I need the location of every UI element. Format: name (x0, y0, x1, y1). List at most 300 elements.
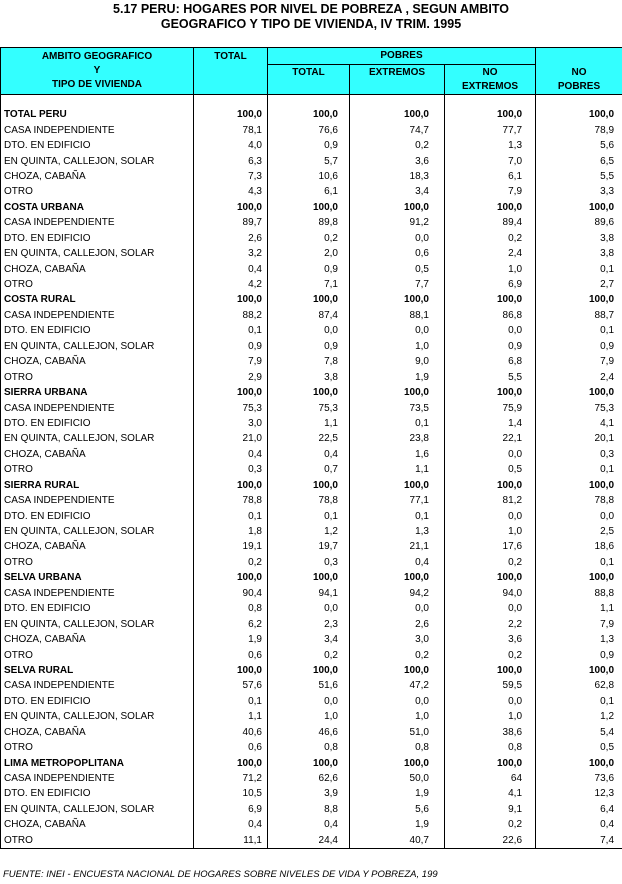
cell-total: 71,2 (194, 771, 268, 786)
table-row (1, 261, 622, 276)
header-no-pobres (536, 48, 622, 95)
cell-no-extremos: 0,5 (445, 462, 536, 477)
table-row (1, 169, 622, 184)
cell-no-pobres: 0,5 (536, 740, 622, 755)
cell-no-extremos: 7,0 (445, 153, 536, 168)
cell-extremos: 100,0 (350, 663, 445, 678)
cell-total: 2,6 (194, 231, 268, 246)
cell-no-extremos: 100,0 (445, 385, 536, 400)
cell-extremos: 74,7 (350, 122, 445, 137)
cell-no-pobres: 100,0 (536, 385, 622, 400)
cell-pobres-total: 62,6 (268, 771, 350, 786)
cell-total: 0,4 (194, 447, 268, 462)
cell-pobres-total: 5,7 (268, 153, 350, 168)
cell-no-extremos: 0,0 (445, 694, 536, 709)
table-title-line-1: 5.17 PERU: HOGARES POR NIVEL DE POBREZA , SEGUN AMBITO (113, 2, 509, 16)
row-label: CHOZA, CABAÑA (1, 725, 194, 740)
row-label: DTO. EN EDIFICIO (1, 416, 194, 431)
cell-total: 6,2 (194, 616, 268, 631)
cell-no-extremos: 0,9 (445, 339, 536, 354)
cell-no-pobres: 100,0 (536, 478, 622, 493)
table-row (1, 122, 622, 137)
row-label: OTRO (1, 555, 194, 570)
row-label: CASA INDEPENDIENTE (1, 493, 194, 508)
poverty-housing-table (0, 47, 622, 849)
cell-pobres-total: 100,0 (268, 570, 350, 585)
cell-no-pobres: 88,7 (536, 308, 622, 323)
cell-extremos: 9,0 (350, 354, 445, 369)
cell-no-extremos: 100,0 (445, 292, 536, 307)
cell-no-extremos: 0,2 (445, 231, 536, 246)
cell-pobres-total: 7,8 (268, 354, 350, 369)
cell-extremos: 0,1 (350, 416, 445, 431)
cell-extremos: 18,3 (350, 169, 445, 184)
cell-extremos: 100,0 (350, 200, 445, 215)
row-label: CHOZA, CABAÑA (1, 169, 194, 184)
table-row (1, 369, 622, 384)
cell-pobres-total: 0,1 (268, 508, 350, 523)
row-label: CASA INDEPENDIENTE (1, 678, 194, 693)
table-row (1, 616, 622, 631)
table-row (1, 323, 622, 338)
row-label: CASA INDEPENDIENTE (1, 586, 194, 601)
cell-extremos: 0,1 (350, 508, 445, 523)
cell-no-extremos: 100,0 (445, 478, 536, 493)
row-label: EN QUINTA, CALLEJON, SOLAR (1, 339, 194, 354)
row-label: EN QUINTA, CALLEJON, SOLAR (1, 616, 194, 631)
row-label: OTRO (1, 833, 194, 849)
table-row-section (1, 478, 622, 493)
cell-extremos: 1,9 (350, 817, 445, 832)
cell-pobres-total: 94,1 (268, 586, 350, 601)
cell-total: 1,1 (194, 709, 268, 724)
cell-no-extremos: 100,0 (445, 570, 536, 585)
cell-no-pobres: 100,0 (536, 200, 622, 215)
table-row-section (1, 292, 622, 307)
cell-pobres-total: 0,9 (268, 339, 350, 354)
cell-pobres-total: 6,1 (268, 184, 350, 199)
cell-no-pobres: 0,1 (536, 555, 622, 570)
cell-total: 0,9 (194, 339, 268, 354)
cell-pobres-total: 0,4 (268, 447, 350, 462)
row-label: COSTA RURAL (1, 292, 194, 307)
table-header (1, 48, 622, 95)
cell-total: 100,0 (194, 478, 268, 493)
row-label: DTO. EN EDIFICIO (1, 138, 194, 153)
cell-no-extremos: 38,6 (445, 725, 536, 740)
table-row (1, 246, 622, 261)
cell-total: 6,9 (194, 802, 268, 817)
cell-total: 1,9 (194, 632, 268, 647)
table-row (1, 431, 622, 446)
cell-pobres-total: 100,0 (268, 200, 350, 215)
cell-total: 88,2 (194, 308, 268, 323)
cell-total: 89,7 (194, 215, 268, 230)
table-row-section (1, 663, 622, 678)
cell-total: 0,6 (194, 647, 268, 662)
cell-no-pobres: 6,4 (536, 802, 622, 817)
cell-no-pobres: 73,6 (536, 771, 622, 786)
cell-total: 78,1 (194, 122, 268, 137)
row-label: LIMA METROPOPLITANA (1, 755, 194, 770)
cell-no-extremos: 1,0 (445, 261, 536, 276)
cell-extremos: 0,0 (350, 323, 445, 338)
header-ambito-line-1: AMBITO GEOGRAFICO (41, 51, 153, 62)
cell-extremos: 100,0 (350, 385, 445, 400)
cell-no-pobres: 1,2 (536, 709, 622, 724)
cell-pobres-total: 87,4 (268, 308, 350, 323)
header-no-extremos-line-2: EXTREMOS (461, 81, 519, 92)
table-row (1, 833, 622, 849)
cell-no-extremos: 1,3 (445, 138, 536, 153)
cell-pobres-total: 24,4 (268, 833, 350, 849)
cell-total: 11,1 (194, 833, 268, 849)
cell-no-pobres: 0,4 (536, 817, 622, 832)
cell-total: 78,8 (194, 493, 268, 508)
cell-no-extremos: 100,0 (445, 200, 536, 215)
cell-total: 100,0 (194, 292, 268, 307)
cell-pobres-total: 100,0 (268, 107, 350, 122)
cell-pobres-total: 0,8 (268, 740, 350, 755)
cell-extremos: 91,2 (350, 215, 445, 230)
cell-pobres-total: 0,4 (268, 817, 350, 832)
cell-total: 100,0 (194, 385, 268, 400)
cell-pobres-total: 1,1 (268, 416, 350, 431)
cell-extremos: 3,4 (350, 184, 445, 199)
table-row (1, 138, 622, 153)
cell-no-extremos: 0,2 (445, 817, 536, 832)
cell-total: 0,1 (194, 508, 268, 523)
cell-total: 19,1 (194, 539, 268, 554)
spacer-row (1, 95, 622, 108)
cell-total: 4,3 (194, 184, 268, 199)
table-row (1, 802, 622, 817)
cell-no-pobres: 6,5 (536, 153, 622, 168)
cell-no-pobres: 7,9 (536, 616, 622, 631)
header-no-pobres-line-1: NO (571, 67, 587, 78)
cell-extremos: 100,0 (350, 107, 445, 122)
cell-extremos: 1,6 (350, 447, 445, 462)
cell-extremos: 100,0 (350, 570, 445, 585)
row-label: EN QUINTA, CALLEJON, SOLAR (1, 153, 194, 168)
cell-extremos: 1,0 (350, 709, 445, 724)
cell-pobres-total: 78,8 (268, 493, 350, 508)
table-row (1, 416, 622, 431)
cell-no-extremos: 0,0 (445, 508, 536, 523)
cell-pobres-total: 100,0 (268, 478, 350, 493)
cell-total: 7,3 (194, 169, 268, 184)
table-row (1, 524, 622, 539)
header-total: TOTAL (194, 48, 268, 95)
table-row (1, 740, 622, 755)
cell-no-pobres: 100,0 (536, 755, 622, 770)
cell-no-pobres: 2,4 (536, 369, 622, 384)
row-label: OTRO (1, 277, 194, 292)
cell-total: 0,4 (194, 817, 268, 832)
row-label: OTRO (1, 647, 194, 662)
row-label: CHOZA, CABAÑA (1, 261, 194, 276)
row-label: CASA INDEPENDIENTE (1, 400, 194, 415)
cell-no-pobres: 18,6 (536, 539, 622, 554)
cell-extremos: 100,0 (350, 478, 445, 493)
cell-no-pobres: 78,9 (536, 122, 622, 137)
header-ambito-line-3: TIPO DE VIVIENDA (51, 79, 142, 90)
cell-extremos: 5,6 (350, 802, 445, 817)
table-row (1, 462, 622, 477)
cell-no-pobres: 1,3 (536, 632, 622, 647)
cell-no-extremos: 1,0 (445, 709, 536, 724)
cell-no-pobres: 89,6 (536, 215, 622, 230)
cell-total: 90,4 (194, 586, 268, 601)
cell-total: 0,3 (194, 462, 268, 477)
cell-pobres-total: 0,3 (268, 555, 350, 570)
cell-extremos: 88,1 (350, 308, 445, 323)
cell-total: 75,3 (194, 400, 268, 415)
table-row (1, 508, 622, 523)
row-label: OTRO (1, 462, 194, 477)
cell-extremos: 0,5 (350, 261, 445, 276)
table-row (1, 184, 622, 199)
row-label: CASA INDEPENDIENTE (1, 771, 194, 786)
cell-total: 10,5 (194, 786, 268, 801)
row-label: EN QUINTA, CALLEJON, SOLAR (1, 802, 194, 817)
cell-no-pobres: 2,5 (536, 524, 622, 539)
cell-extremos: 3,0 (350, 632, 445, 647)
cell-total: 100,0 (194, 755, 268, 770)
cell-no-pobres: 2,7 (536, 277, 622, 292)
header-no-extremos (445, 65, 536, 95)
cell-extremos: 1,3 (350, 524, 445, 539)
cell-no-extremos: 100,0 (445, 663, 536, 678)
row-label: DTO. EN EDIFICIO (1, 601, 194, 616)
cell-no-pobres: 0,3 (536, 447, 622, 462)
cell-no-extremos: 4,1 (445, 786, 536, 801)
cell-total: 21,0 (194, 431, 268, 446)
cell-extremos: 0,2 (350, 138, 445, 153)
cell-total: 40,6 (194, 725, 268, 740)
cell-no-extremos: 0,0 (445, 447, 536, 462)
cell-no-extremos: 100,0 (445, 755, 536, 770)
cell-extremos: 94,2 (350, 586, 445, 601)
table-row (1, 709, 622, 724)
cell-pobres-total: 8,8 (268, 802, 350, 817)
cell-extremos: 77,1 (350, 493, 445, 508)
table-row-section (1, 385, 622, 400)
cell-no-extremos: 77,7 (445, 122, 536, 137)
cell-extremos: 21,1 (350, 539, 445, 554)
cell-pobres-total: 51,6 (268, 678, 350, 693)
cell-no-pobres: 100,0 (536, 663, 622, 678)
cell-pobres-total: 22,5 (268, 431, 350, 446)
cell-total: 7,9 (194, 354, 268, 369)
cell-no-extremos: 89,4 (445, 215, 536, 230)
cell-total: 6,3 (194, 153, 268, 168)
cell-extremos: 7,7 (350, 277, 445, 292)
cell-no-extremos: 59,5 (445, 678, 536, 693)
row-label: DTO. EN EDIFICIO (1, 231, 194, 246)
cell-no-extremos: 0,8 (445, 740, 536, 755)
header-no-extremos-line-1: NO (482, 67, 498, 78)
table-row (1, 678, 622, 693)
table-row (1, 215, 622, 230)
cell-pobres-total: 100,0 (268, 755, 350, 770)
cell-pobres-total: 19,7 (268, 539, 350, 554)
cell-extremos: 0,0 (350, 231, 445, 246)
cell-extremos: 0,0 (350, 694, 445, 709)
table-title-line-2: GEOGRAFICO Y TIPO DE VIVIENDA, IV TRIM. 1995 (160, 17, 462, 31)
cell-extremos: 0,4 (350, 555, 445, 570)
cell-no-extremos: 2,4 (445, 246, 536, 261)
cell-pobres-total: 75,3 (268, 400, 350, 415)
cell-total: 100,0 (194, 570, 268, 585)
row-label: CHOZA, CABAÑA (1, 447, 194, 462)
cell-no-pobres: 0,1 (536, 462, 622, 477)
cell-total: 100,0 (194, 107, 268, 122)
cell-no-pobres: 12,3 (536, 786, 622, 801)
cell-pobres-total: 0,2 (268, 647, 350, 662)
row-label: CHOZA, CABAÑA (1, 632, 194, 647)
cell-extremos: 1,9 (350, 786, 445, 801)
cell-no-pobres: 100,0 (536, 292, 622, 307)
cell-total: 0,6 (194, 740, 268, 755)
cell-extremos: 0,6 (350, 246, 445, 261)
cell-no-extremos: 1,4 (445, 416, 536, 431)
row-label: DTO. EN EDIFICIO (1, 786, 194, 801)
table-row (1, 277, 622, 292)
cell-total: 3,2 (194, 246, 268, 261)
cell-no-pobres: 0,0 (536, 508, 622, 523)
cell-extremos: 100,0 (350, 755, 445, 770)
row-label: CHOZA, CABAÑA (1, 539, 194, 554)
cell-pobres-total: 0,0 (268, 601, 350, 616)
table-row (1, 493, 622, 508)
cell-no-pobres: 5,6 (536, 138, 622, 153)
cell-pobres-total: 3,8 (268, 369, 350, 384)
row-label: EN QUINTA, CALLEJON, SOLAR (1, 524, 194, 539)
row-label: CASA INDEPENDIENTE (1, 122, 194, 137)
cell-pobres-total: 0,7 (268, 462, 350, 477)
row-label: EN QUINTA, CALLEJON, SOLAR (1, 246, 194, 261)
table-row (1, 725, 622, 740)
row-label: SIERRA URBANA (1, 385, 194, 400)
cell-no-pobres: 3,3 (536, 184, 622, 199)
header-ambito-line-2: Y (93, 65, 101, 76)
table-row (1, 153, 622, 168)
table-body (1, 95, 622, 849)
row-label: EN QUINTA, CALLEJON, SOLAR (1, 709, 194, 724)
cell-no-pobres: 62,8 (536, 678, 622, 693)
row-label: OTRO (1, 369, 194, 384)
cell-no-pobres: 0,9 (536, 339, 622, 354)
cell-total: 0,2 (194, 555, 268, 570)
cell-pobres-total: 2,3 (268, 616, 350, 631)
table-row (1, 694, 622, 709)
table-row (1, 771, 622, 786)
cell-no-pobres: 4,1 (536, 416, 622, 431)
cell-no-extremos: 5,5 (445, 369, 536, 384)
table-row-section (1, 107, 622, 122)
cell-pobres-total: 0,9 (268, 261, 350, 276)
cell-no-extremos: 9,1 (445, 802, 536, 817)
cell-no-extremos: 22,6 (445, 833, 536, 849)
cell-no-pobres: 0,1 (536, 261, 622, 276)
cell-no-extremos: 0,0 (445, 601, 536, 616)
cell-no-pobres: 7,9 (536, 354, 622, 369)
source-footnote: FUENTE: INEI - ENCUESTA NACIONAL DE HOGARES SOBRE NIVELES DE VIDA Y POBREZA, 199 (3, 869, 438, 880)
cell-no-pobres: 5,5 (536, 169, 622, 184)
cell-no-extremos: 94,0 (445, 586, 536, 601)
table-row (1, 308, 622, 323)
cell-extremos: 0,2 (350, 647, 445, 662)
cell-no-pobres: 100,0 (536, 107, 622, 122)
row-label: DTO. EN EDIFICIO (1, 694, 194, 709)
cell-no-extremos: 86,8 (445, 308, 536, 323)
cell-total: 100,0 (194, 200, 268, 215)
row-label: CHOZA, CABAÑA (1, 817, 194, 832)
row-label: CASA INDEPENDIENTE (1, 308, 194, 323)
cell-pobres-total: 0,0 (268, 323, 350, 338)
cell-extremos: 47,2 (350, 678, 445, 693)
cell-extremos: 51,0 (350, 725, 445, 740)
table-row (1, 586, 622, 601)
row-label: SELVA RURAL (1, 663, 194, 678)
table-row (1, 400, 622, 415)
cell-pobres-total: 100,0 (268, 663, 350, 678)
cell-no-pobres: 0,1 (536, 694, 622, 709)
row-label: OTRO (1, 740, 194, 755)
cell-no-extremos: 6,8 (445, 354, 536, 369)
cell-no-pobres: 0,9 (536, 647, 622, 662)
cell-extremos: 3,6 (350, 153, 445, 168)
cell-extremos: 40,7 (350, 833, 445, 849)
cell-no-extremos: 7,9 (445, 184, 536, 199)
cell-extremos: 2,6 (350, 616, 445, 631)
cell-extremos: 1,0 (350, 339, 445, 354)
cell-pobres-total: 76,6 (268, 122, 350, 137)
cell-pobres-total: 3,4 (268, 632, 350, 647)
row-label: SIERRA RURAL (1, 478, 194, 493)
table-row (1, 539, 622, 554)
table-row (1, 817, 622, 832)
cell-pobres-total: 0,9 (268, 138, 350, 153)
cell-pobres-total: 3,9 (268, 786, 350, 801)
cell-total: 4,0 (194, 138, 268, 153)
cell-extremos: 1,9 (350, 369, 445, 384)
cell-pobres-total: 0,2 (268, 231, 350, 246)
cell-pobres-total: 1,2 (268, 524, 350, 539)
row-label: COSTA URBANA (1, 200, 194, 215)
row-label: OTRO (1, 184, 194, 199)
cell-extremos: 73,5 (350, 400, 445, 415)
cell-total: 0,1 (194, 323, 268, 338)
header-pobres: POBRES (268, 48, 536, 65)
table-row-section (1, 200, 622, 215)
header-extremos: EXTREMOS (350, 65, 445, 95)
cell-no-extremos: 0,0 (445, 323, 536, 338)
header-ambito (1, 48, 194, 95)
row-label: DTO. EN EDIFICIO (1, 508, 194, 523)
table-row-section (1, 570, 622, 585)
row-label: DTO. EN EDIFICIO (1, 323, 194, 338)
cell-no-extremos: 0,2 (445, 647, 536, 662)
cell-total: 100,0 (194, 663, 268, 678)
cell-no-extremos: 64 (445, 771, 536, 786)
table-row (1, 339, 622, 354)
cell-total: 0,8 (194, 601, 268, 616)
cell-pobres-total: 1,0 (268, 709, 350, 724)
table-row (1, 447, 622, 462)
cell-extremos: 23,8 (350, 431, 445, 446)
